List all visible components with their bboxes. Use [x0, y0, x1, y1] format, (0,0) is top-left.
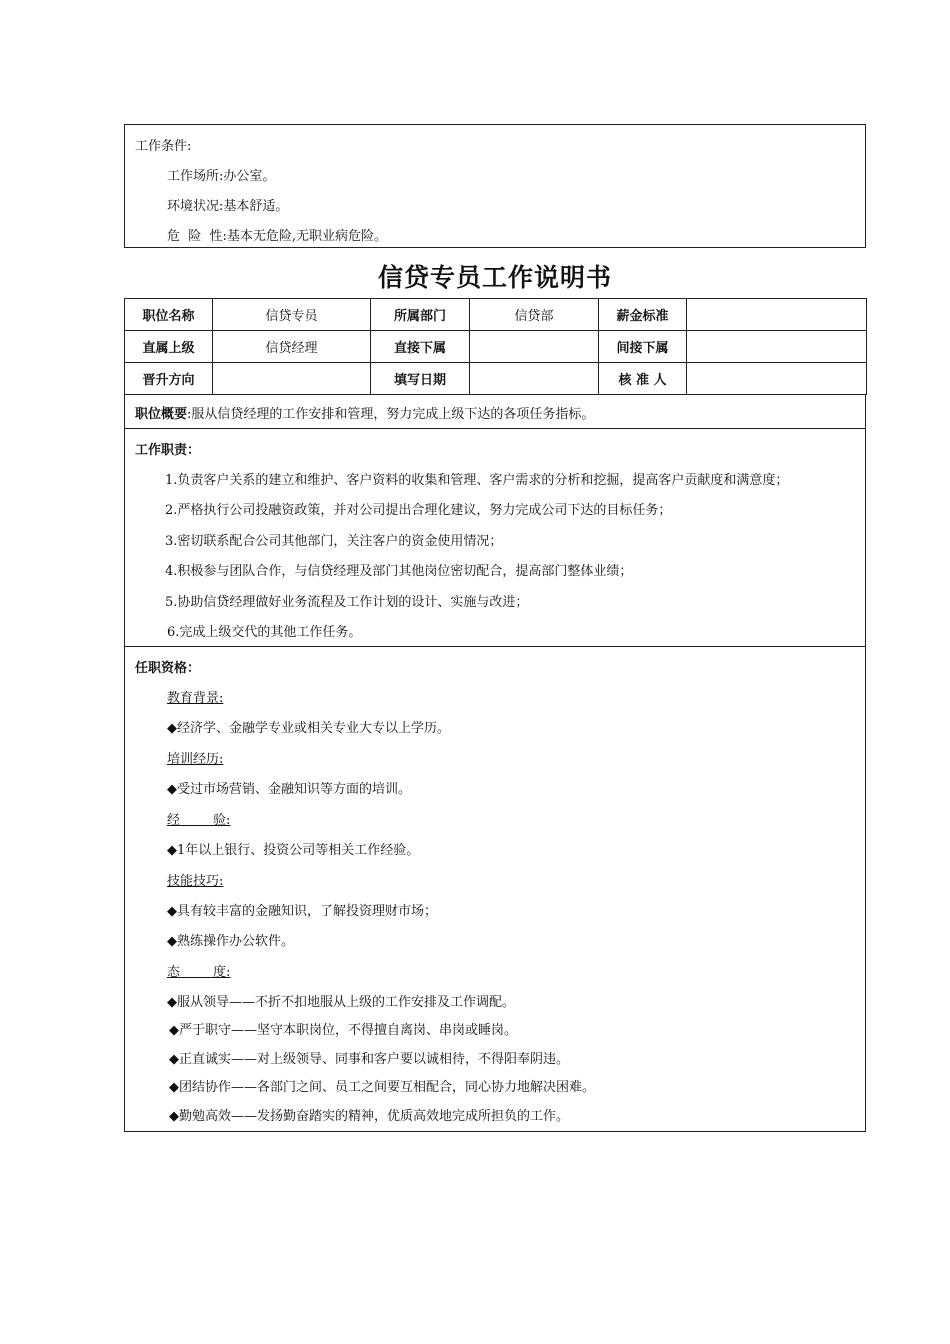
indirect-reports-label: 间接下属: [599, 331, 687, 363]
department-label: 所属部门: [371, 299, 470, 331]
attitude-item-2: ◆严于职守——坚守本职岗位，不得擅自离岗、串岗或睡岗。: [169, 1023, 517, 1038]
duties-title: 工作职责：: [135, 443, 201, 458]
table-row: [125, 331, 867, 363]
attitude-item-5: ◆勤勉高效——发扬勤奋踏实的精神，优质高效地完成所担负的工作。: [169, 1109, 569, 1124]
duty-item-6: 6.完成上级交代的其他工作任务。: [167, 625, 362, 640]
supervisor-value: 信贷经理: [213, 331, 371, 363]
table-row: [125, 299, 867, 331]
summary-label: 职位概要: [135, 407, 188, 422]
experience-label: 经 验:: [167, 813, 231, 828]
experience-text: ◆1年以上银行、投资公司等相关工作经验。: [167, 843, 420, 858]
table-row: [125, 363, 867, 395]
conditions-title: 工作条件:: [135, 139, 192, 154]
direct-reports-value: [470, 331, 599, 363]
attitude-item-1: ◆服从领导——不折不扣地服从上级的工作安排及工作调配。: [167, 995, 515, 1010]
conditions-risk: 危 险 性:基本无危险,无职业病危险。: [167, 229, 388, 244]
duty-item-5: 5.协助信贷经理做好业务流程及工作计划的设计、实施与改进；: [165, 595, 529, 610]
position-summary-section: [124, 394, 866, 429]
salary-value: [687, 299, 867, 331]
attitude-item-4: ◆团结协作——各部门之间、员工之间要互相配合，同心协力地解决困难。: [169, 1080, 595, 1095]
training-label: 培训经历:: [167, 752, 224, 767]
summary-text: :服从信贷经理的工作安排和管理，努力完成上级下达的各项任务指标。: [187, 407, 595, 422]
approver-value: [687, 363, 867, 395]
conditions-environment: 环境状况:基本舒适。: [167, 199, 289, 214]
skills-item-1: ◆具有较丰富的金融知识，了解投资理财市场；: [167, 904, 437, 919]
education-label: 教育背景:: [167, 691, 224, 706]
training-text: ◆受过市场营销、金融知识等方面的培训。: [167, 782, 411, 797]
attitude-label: 态 度:: [167, 965, 231, 980]
promotion-label: 晋升方向: [125, 363, 213, 395]
promotion-value: [213, 363, 371, 395]
duty-item-4: 4.积极参与团队合作，与信贷经理及部门其他岗位密切配合，提高部门整体业绩；: [165, 564, 633, 579]
direct-reports-label: 直接下属: [371, 331, 470, 363]
conditions-workplace: 工作场所:办公室。: [167, 169, 276, 184]
department-value: 信贷部: [470, 299, 599, 331]
position-name-label: 职位名称: [125, 299, 213, 331]
salary-label: 薪金标准: [599, 299, 687, 331]
position-name-value: 信贷专员: [213, 299, 371, 331]
fill-date-label: 填写日期: [371, 363, 470, 395]
duty-item-3: 3.密切联系配合公司其他部门，关注客户的资金使用情况；: [165, 534, 503, 549]
duties-section: [124, 429, 866, 647]
attitude-item-3: ◆正直诚实——对上级领导、同事和客户要以诚相待，不得阳奉阴违。: [169, 1052, 569, 1067]
approver-label: 核 准 人: [599, 363, 687, 395]
education-text: ◆经济学、金融学专业或相关专业大专以上学历。: [167, 721, 450, 736]
fill-date-value: [470, 363, 599, 395]
document-title: 信贷专员工作说明书: [377, 263, 612, 292]
duty-item-1: 1.负责客户关系的建立和维护、客户资料的收集和管理、客户需求的分析和挖掘，提高客户贡献度和满意度；: [165, 473, 789, 488]
duty-item-2: 2.严格执行公司投融资政策，并对公司提出合理化建议，努力完成公司下达的目标任务；: [165, 503, 672, 518]
working-conditions-section: [124, 124, 866, 248]
skills-item-2: ◆熟练操作办公软件。: [167, 934, 294, 949]
indirect-reports-value: [687, 331, 867, 363]
qualifications-section: [124, 647, 866, 1132]
supervisor-label: 直属上级: [125, 331, 213, 363]
job-info-table: [124, 298, 867, 395]
qualifications-title: 任职资格：: [135, 661, 201, 676]
skills-label: 技能技巧:: [167, 874, 224, 889]
